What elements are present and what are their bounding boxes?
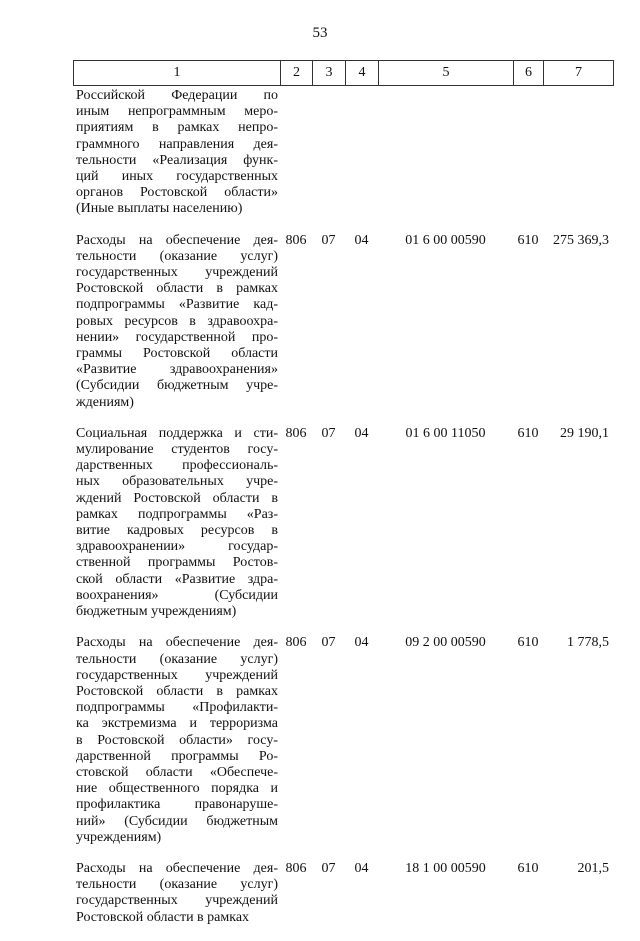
description-line: мулирование студентов госу- [76, 442, 278, 458]
description-line: (Субсидии бюджетным учре- [76, 378, 278, 394]
description-line: ний» (Субсидии бюджетным [76, 813, 278, 829]
description-line: Расходы на обеспечение дея- [76, 635, 278, 651]
column-header-section: 3 [313, 61, 346, 86]
description-line: иным непрограммным меро- [76, 104, 278, 120]
description-line: нении» государственной про- [76, 329, 278, 345]
row-description [73, 88, 280, 233]
description-line: (Иные выплаты населению) [76, 201, 243, 217]
target-article-code [378, 88, 513, 233]
description-line: граммного направления дея- [76, 136, 278, 152]
table-row [73, 861, 613, 941]
description-line: государственных учреждений [76, 667, 278, 683]
amount-value: 201,5 [577, 860, 609, 876]
row-description [73, 426, 280, 635]
description-line: ждениям) [76, 394, 134, 410]
section-code [312, 88, 345, 233]
description-line: витие кадровых ресурсов в [76, 523, 278, 539]
row-description [73, 635, 280, 861]
ministry-code: 806 [285, 860, 307, 876]
budget-table [73, 88, 613, 941]
description-line: Ростовской области в рамках [76, 281, 278, 297]
description-line: дарственных профессиональ- [76, 458, 278, 474]
subsection-code: 04 [354, 232, 369, 248]
description-line: дарственной программы Ро- [76, 748, 278, 764]
description-line: бюджетным учреждениям) [76, 604, 237, 620]
description-line: тельности (оказание услуг) [76, 651, 278, 667]
section-code: 07 [321, 425, 336, 441]
column-header-amount: 7 [544, 61, 614, 86]
column-header-row [73, 60, 614, 86]
description-line: ственной программы Ростов- [76, 555, 278, 571]
description-line: Российской Федерации по [76, 88, 278, 103]
description-line: рамках подпрограммы «Раз- [76, 506, 278, 522]
expense-type-code: 610 [517, 232, 539, 248]
ministry-code: 806 [285, 635, 307, 651]
description-line: тельности (оказание услуг) [76, 877, 278, 893]
subsection-code: 04 [354, 635, 369, 651]
column-header-target-article: 5 [379, 61, 514, 86]
description-line: ка экстремизма и терроризма [76, 716, 278, 732]
description-line: граммы Ростовской области [76, 346, 278, 362]
amount-value [543, 88, 613, 233]
ministry-code: 806 [285, 232, 307, 248]
expense-type-code: 610 [517, 860, 539, 876]
amount-value: 29 190,1 [560, 425, 609, 441]
amount-value: 1 778,5 [567, 635, 609, 651]
description-line: учреждениям) [76, 829, 162, 845]
expense-type-code [513, 88, 543, 233]
description-line: ных образовательных учре- [76, 474, 278, 490]
description-line: Расходы на обеспечение дея- [76, 232, 278, 248]
description-line: профилактика правонаруше- [76, 797, 278, 813]
description-line: государственных учреждений [76, 265, 278, 281]
description-line: Социальная поддержка и сти- [76, 425, 278, 441]
subsection-code [345, 88, 378, 233]
description-line: «Развитие здравоохранения» [76, 362, 278, 378]
description-line: ние общественного порядка и [76, 781, 278, 797]
table-row [73, 88, 613, 233]
amount-value: 275 369,3 [553, 232, 609, 248]
description-line: ций иных государственных [76, 169, 278, 185]
section-code: 07 [321, 232, 336, 248]
description-line: Ростовской области в рамках [76, 683, 278, 699]
description-line: Расходы на обеспечение дея- [76, 860, 278, 876]
description-line: в Ростовской области» госу- [76, 732, 278, 748]
column-header-expense-type: 6 [514, 61, 544, 86]
expense-type-code: 610 [517, 635, 539, 651]
subsection-code: 04 [354, 860, 369, 876]
ministry-code [280, 88, 312, 233]
description-line: стовской области «Обеспече- [76, 764, 278, 780]
subsection-code: 04 [354, 425, 369, 441]
description-line: государственных учреждений [76, 893, 278, 909]
description-line: подпрограммы «Профилакти- [76, 700, 278, 716]
description-line: приятиям в рамках непро- [76, 120, 278, 136]
description-line: воохранения» (Субсидии [76, 587, 278, 603]
table-row [73, 635, 613, 861]
expense-type-code: 610 [517, 425, 539, 441]
table-row [73, 426, 613, 635]
column-header-ministry: 2 [281, 61, 313, 86]
section-code: 07 [321, 635, 336, 651]
target-article-code: 01 6 00 11050 [405, 425, 486, 441]
description-line: подпрограммы «Развитие кад- [76, 297, 278, 313]
target-article-code: 01 6 00 00590 [405, 232, 486, 248]
description-line: ской области «Развитие здра- [76, 571, 278, 587]
description-line: тельности (оказание услуг) [76, 248, 278, 264]
description-line: здравоохранении» государ- [76, 539, 278, 555]
description-line: Ростовской области в рамках [76, 909, 250, 925]
target-article-code: 09 2 00 00590 [405, 635, 486, 651]
target-article-code: 18 1 00 00590 [405, 860, 486, 876]
row-description [73, 233, 280, 426]
row-description [73, 861, 280, 941]
description-line: органов Ростовской области» [76, 185, 278, 201]
description-line: ровых ресурсов в здравоохра- [76, 313, 278, 329]
column-header-subsection: 4 [346, 61, 379, 86]
description-line: ждений Ростовской области в [76, 490, 278, 506]
page-number: 53 [312, 25, 328, 41]
ministry-code: 806 [285, 425, 307, 441]
description-line: тельности «Реализация функ- [76, 152, 278, 168]
column-header-description: 1 [74, 61, 281, 86]
section-code: 07 [321, 860, 336, 876]
table-row [73, 233, 613, 426]
